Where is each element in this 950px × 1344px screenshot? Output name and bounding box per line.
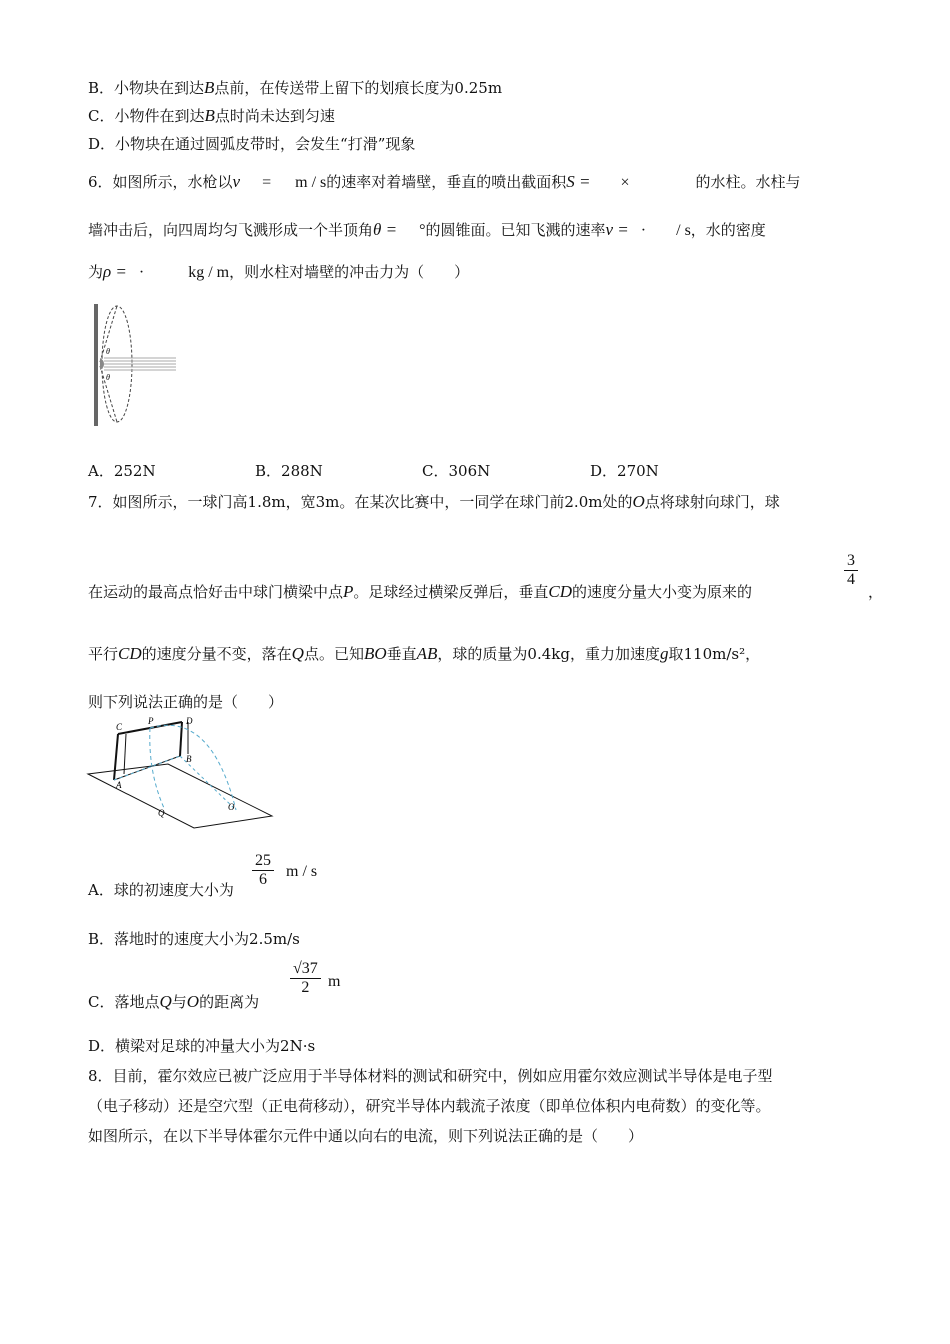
q6-option-c: C．306N bbox=[422, 462, 491, 480]
q5-option-b: B．小物块在到达B点前，在传送带上留下的划痕长度为0.25m bbox=[88, 78, 503, 97]
ground-plane bbox=[88, 764, 272, 828]
fraction-25-6: $\frac{25}{6}$ bbox=[252, 852, 274, 889]
theta-label-top: θ bbox=[106, 347, 110, 356]
q7-line-3: 平行CD的速度分量不变，落在Q点。已知BO垂直AB，球的质量为0.4kg，重力加速度g取110m/s²， bbox=[88, 644, 761, 663]
q8-line-2: （电子移动）还是空穴型（正电荷移动），研究半导体内载流子浓度（即单位体积内电荷数）的变化等。 bbox=[88, 1097, 771, 1115]
q7-line-1: 7．如图所示，一球门高1.8m，宽3m。在某次比赛中，一同学在球门前2.0m处的O点将球射向球门，球 bbox=[88, 492, 780, 511]
goal-figure bbox=[86, 712, 276, 832]
trajectory-in bbox=[150, 725, 236, 810]
q6-option-b: B．288N bbox=[255, 462, 323, 480]
var-b: B bbox=[204, 78, 215, 97]
q6-option-a: A．252N bbox=[88, 462, 156, 480]
q5-option-c: C．小物件在到达B点时尚未达到匀速 bbox=[88, 106, 335, 125]
theta-label-bottom: θ bbox=[106, 373, 110, 382]
label-p: P bbox=[148, 716, 154, 726]
q6-line-1: 6．如图所示，水枪以v = m / s的速率对着墙壁，垂直的喷出截面积S = × 的水柱。水柱与 bbox=[88, 172, 801, 191]
q7-option-c-unit: m bbox=[328, 973, 341, 990]
goal-post-left bbox=[114, 734, 118, 780]
q7-option-c: C．落地点Q与O的距离为 bbox=[88, 992, 260, 1011]
water-jet-figure bbox=[90, 300, 190, 430]
label-c: C bbox=[116, 722, 123, 732]
label-q: Q bbox=[158, 808, 165, 818]
label-d: D bbox=[186, 716, 193, 726]
q8-line-1: 8．目前，霍尔效应已被广泛应用于半导体材料的测试和研究中，例如应用霍尔效应测试半导体是电子型 bbox=[88, 1067, 773, 1085]
q7-option-d: D．横梁对足球的冲量大小为2N·s bbox=[88, 1037, 316, 1055]
q6-line-2: 墙冲击后，向四周均匀飞溅形成一个半顶角θ = °的圆锥面。已知飞溅的速率v = · / s，水的密度 bbox=[88, 220, 766, 239]
q6-line-3: 为ρ = · kg / m，则水柱对墙壁的冲击力为（ ） bbox=[88, 262, 470, 281]
label-a: A bbox=[116, 780, 122, 790]
q7-line-2-comma: ， bbox=[868, 583, 884, 601]
trajectory-out bbox=[150, 728, 164, 808]
q7-line-4: 则下列说法正确的是（ ） bbox=[88, 693, 284, 711]
var-b: B bbox=[204, 106, 215, 125]
q7-option-a-unit: m / s bbox=[286, 863, 318, 880]
label-b: B bbox=[186, 754, 192, 764]
fraction-three-quarters: $\frac{3}{4}$ bbox=[844, 552, 858, 589]
goal-post-left-inner bbox=[124, 734, 126, 774]
q7-line-2: 在运动的最高点恰好击中球门横梁中点P。足球经过横梁反弹后，垂直CD的速度分量大小变为原来的 bbox=[88, 582, 753, 601]
q6-option-d: D．270N bbox=[590, 462, 659, 480]
impact-spot bbox=[100, 358, 104, 370]
label-o: O bbox=[228, 802, 235, 812]
q7-option-a: A．球的初速度大小为 bbox=[88, 881, 234, 899]
q5-option-d: D．小物块在通过圆弧皮带时，会发生“打滑”现象 bbox=[88, 135, 416, 153]
q7-option-b: B．落地时的速度大小为2.5m/s bbox=[88, 930, 300, 948]
fraction-sqrt37-2: $\frac{√37}{2}$ bbox=[290, 960, 321, 997]
q8-line-3: 如图所示，在以下半导体霍尔元件中通以向右的电流，则下列说法正确的是（ ） bbox=[88, 1127, 644, 1145]
